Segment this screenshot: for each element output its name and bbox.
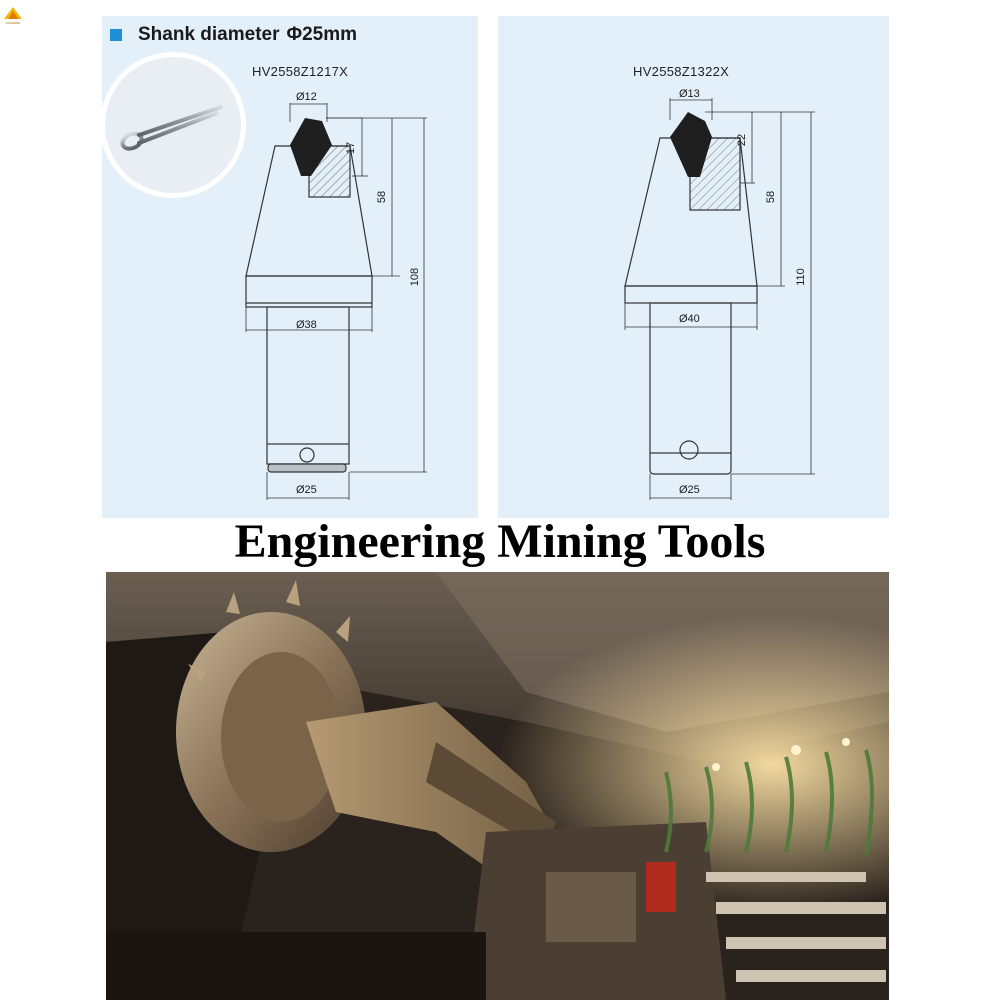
right-tool-drawing xyxy=(625,98,815,500)
right-shank-diameter: Ø25 xyxy=(679,484,700,496)
left-shank-diameter: Ø25 xyxy=(296,484,317,496)
header-label: Shank diameter xyxy=(138,24,280,45)
right-cone-height: 58 xyxy=(765,190,777,204)
left-body-diameter: Ø38 xyxy=(296,319,317,331)
left-tip-diameter: Ø12 xyxy=(296,91,317,103)
mining-machine-photo xyxy=(106,572,889,1000)
left-cone-height: 58 xyxy=(376,190,388,204)
right-tip-diameter: Ø13 xyxy=(679,88,700,100)
right-model-number: HV2558Z1322X xyxy=(633,64,730,79)
left-tool-drawing xyxy=(246,103,427,500)
underground-mining-machine-image xyxy=(106,572,889,1000)
header-value: Φ25mm xyxy=(286,24,358,45)
left-model-number: HV2558Z1217X xyxy=(252,64,349,79)
left-tip-height: 17 xyxy=(345,141,357,155)
page-title: Engineering Mining Tools xyxy=(234,515,766,568)
logo-text: HUAFENG xyxy=(5,21,21,25)
right-tip-height: 22 xyxy=(736,133,748,147)
right-total-length: 110 xyxy=(795,268,807,286)
left-total-length: 108 xyxy=(409,267,421,287)
right-body-diameter: Ø40 xyxy=(679,313,700,325)
